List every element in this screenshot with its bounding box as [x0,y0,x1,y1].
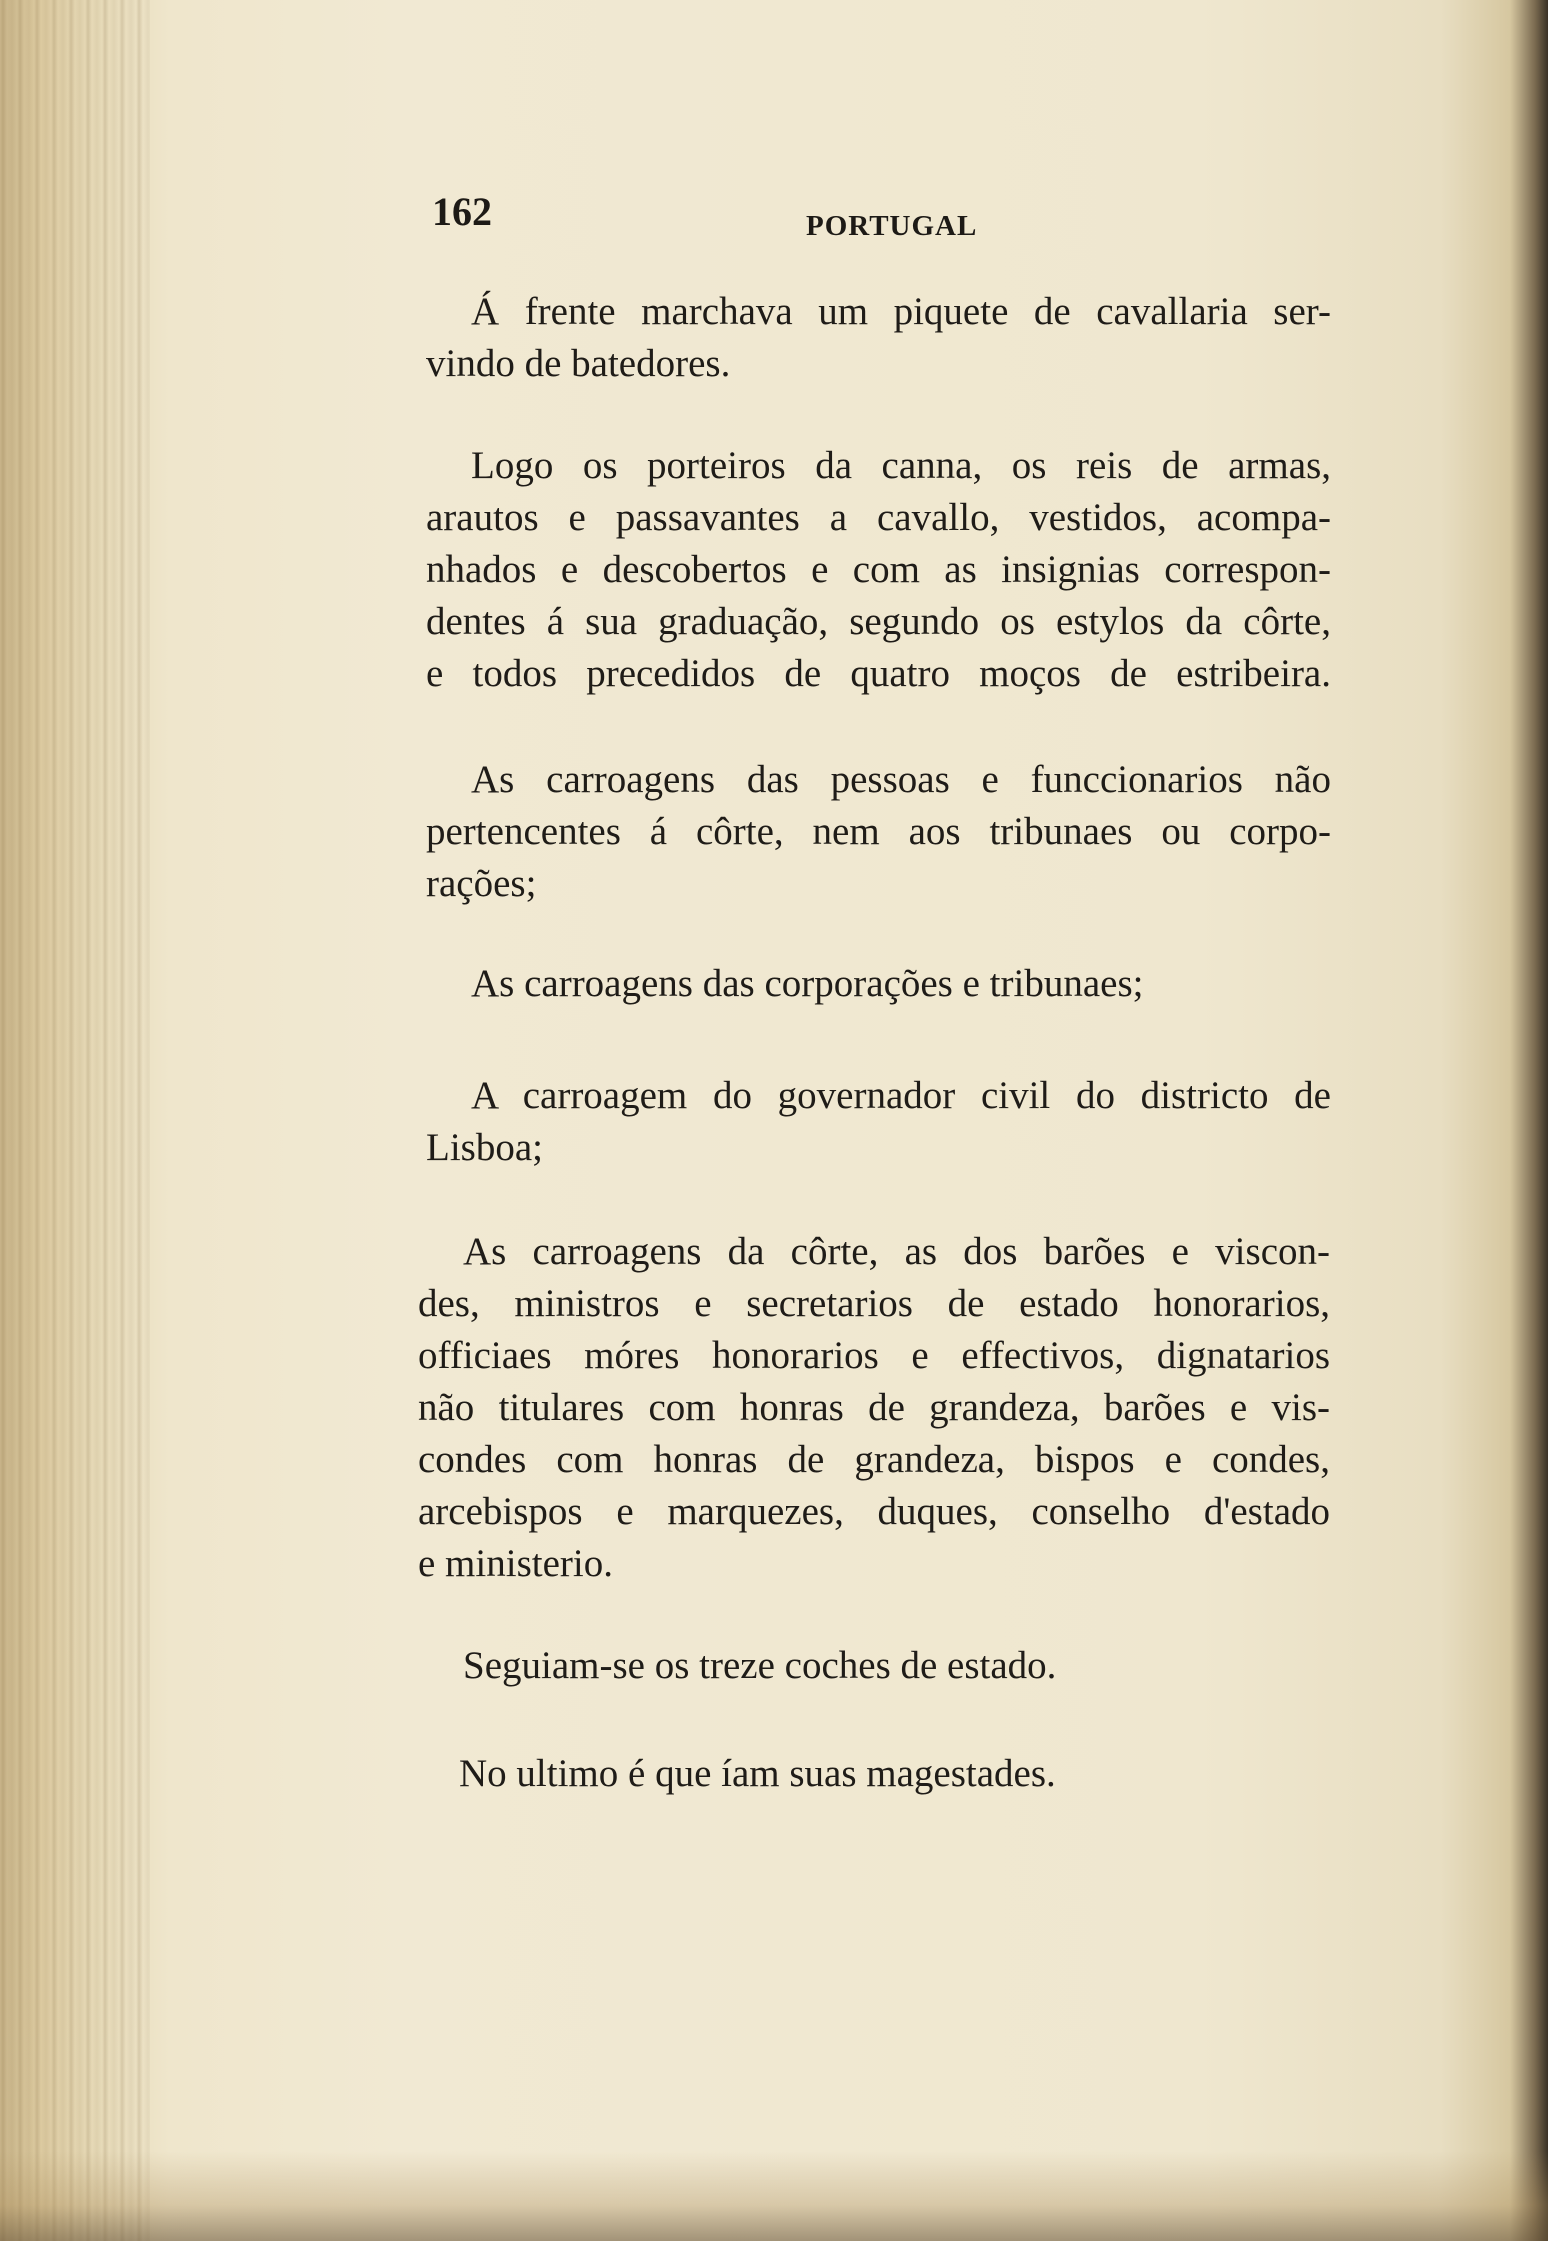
text-line: arautos e passavantes a cavallo, vestidos, acompa- [426,496,1331,539]
paragraph-7 [418,1640,1323,1692]
paragraph-5 [426,1070,1331,1174]
text-line: arcebispos e marquezes, duques, conselho d'estado [418,1490,1330,1533]
paragraph-6 [418,1226,1330,1590]
text-line: As carroagens das pessoas e funccionarios não [471,758,1331,801]
text-line: Logo os porteiros da canna, os reis de armas, [471,444,1331,487]
text-line: condes com honras de grandeza, bispos e condes, [418,1438,1330,1481]
text-line: As carroagens das corporações e tribunaes; [471,962,1144,1005]
text-line: No ultimo é que íam suas magestades. [459,1752,1056,1795]
text-line: Seguiam-se os treze coches de estado. [463,1644,1057,1687]
paragraph-8 [414,1748,1319,1800]
text-line: As carroagens da côrte, as dos barões e viscon- [463,1230,1330,1273]
text-line: A carroagem do governador civil do districto de [471,1074,1331,1117]
text-line: Lisboa; [426,1126,543,1169]
text-line: rações; [426,862,537,905]
page-bottom-edge [0,2151,1548,2241]
text-line: officiaes móres honorarios e effectivos, dignatarios [418,1334,1330,1377]
text-line: des, ministros e secretarios de estado honorarios, [418,1282,1330,1325]
page-number: 162 [432,189,492,234]
text-line: Á frente marchava um piquete de cavallaria ser- [471,290,1331,333]
text-line: nhados e descobertos e com as insignias correspon- [426,548,1331,591]
worn-page-edges [0,0,150,2241]
paragraph-2 [426,440,1331,700]
text-line: dentes á sua graduação, segundo os estylos da côrte, [426,600,1331,643]
paragraph-4 [426,958,1331,1010]
running-title: PORTUGAL [806,210,978,242]
paragraph-3 [426,754,1331,910]
text-line: e todos precedidos de quatro moços de estribeira. [426,652,1331,695]
text-line: vindo de batedores. [426,342,731,385]
paragraph-1 [426,286,1331,390]
text-line: e ministerio. [418,1542,613,1585]
text-line: pertencentes á côrte, nem aos tribunaes ou corpo- [426,810,1331,853]
text-line: não titulares com honras de grandeza, barões e vis- [418,1386,1330,1429]
